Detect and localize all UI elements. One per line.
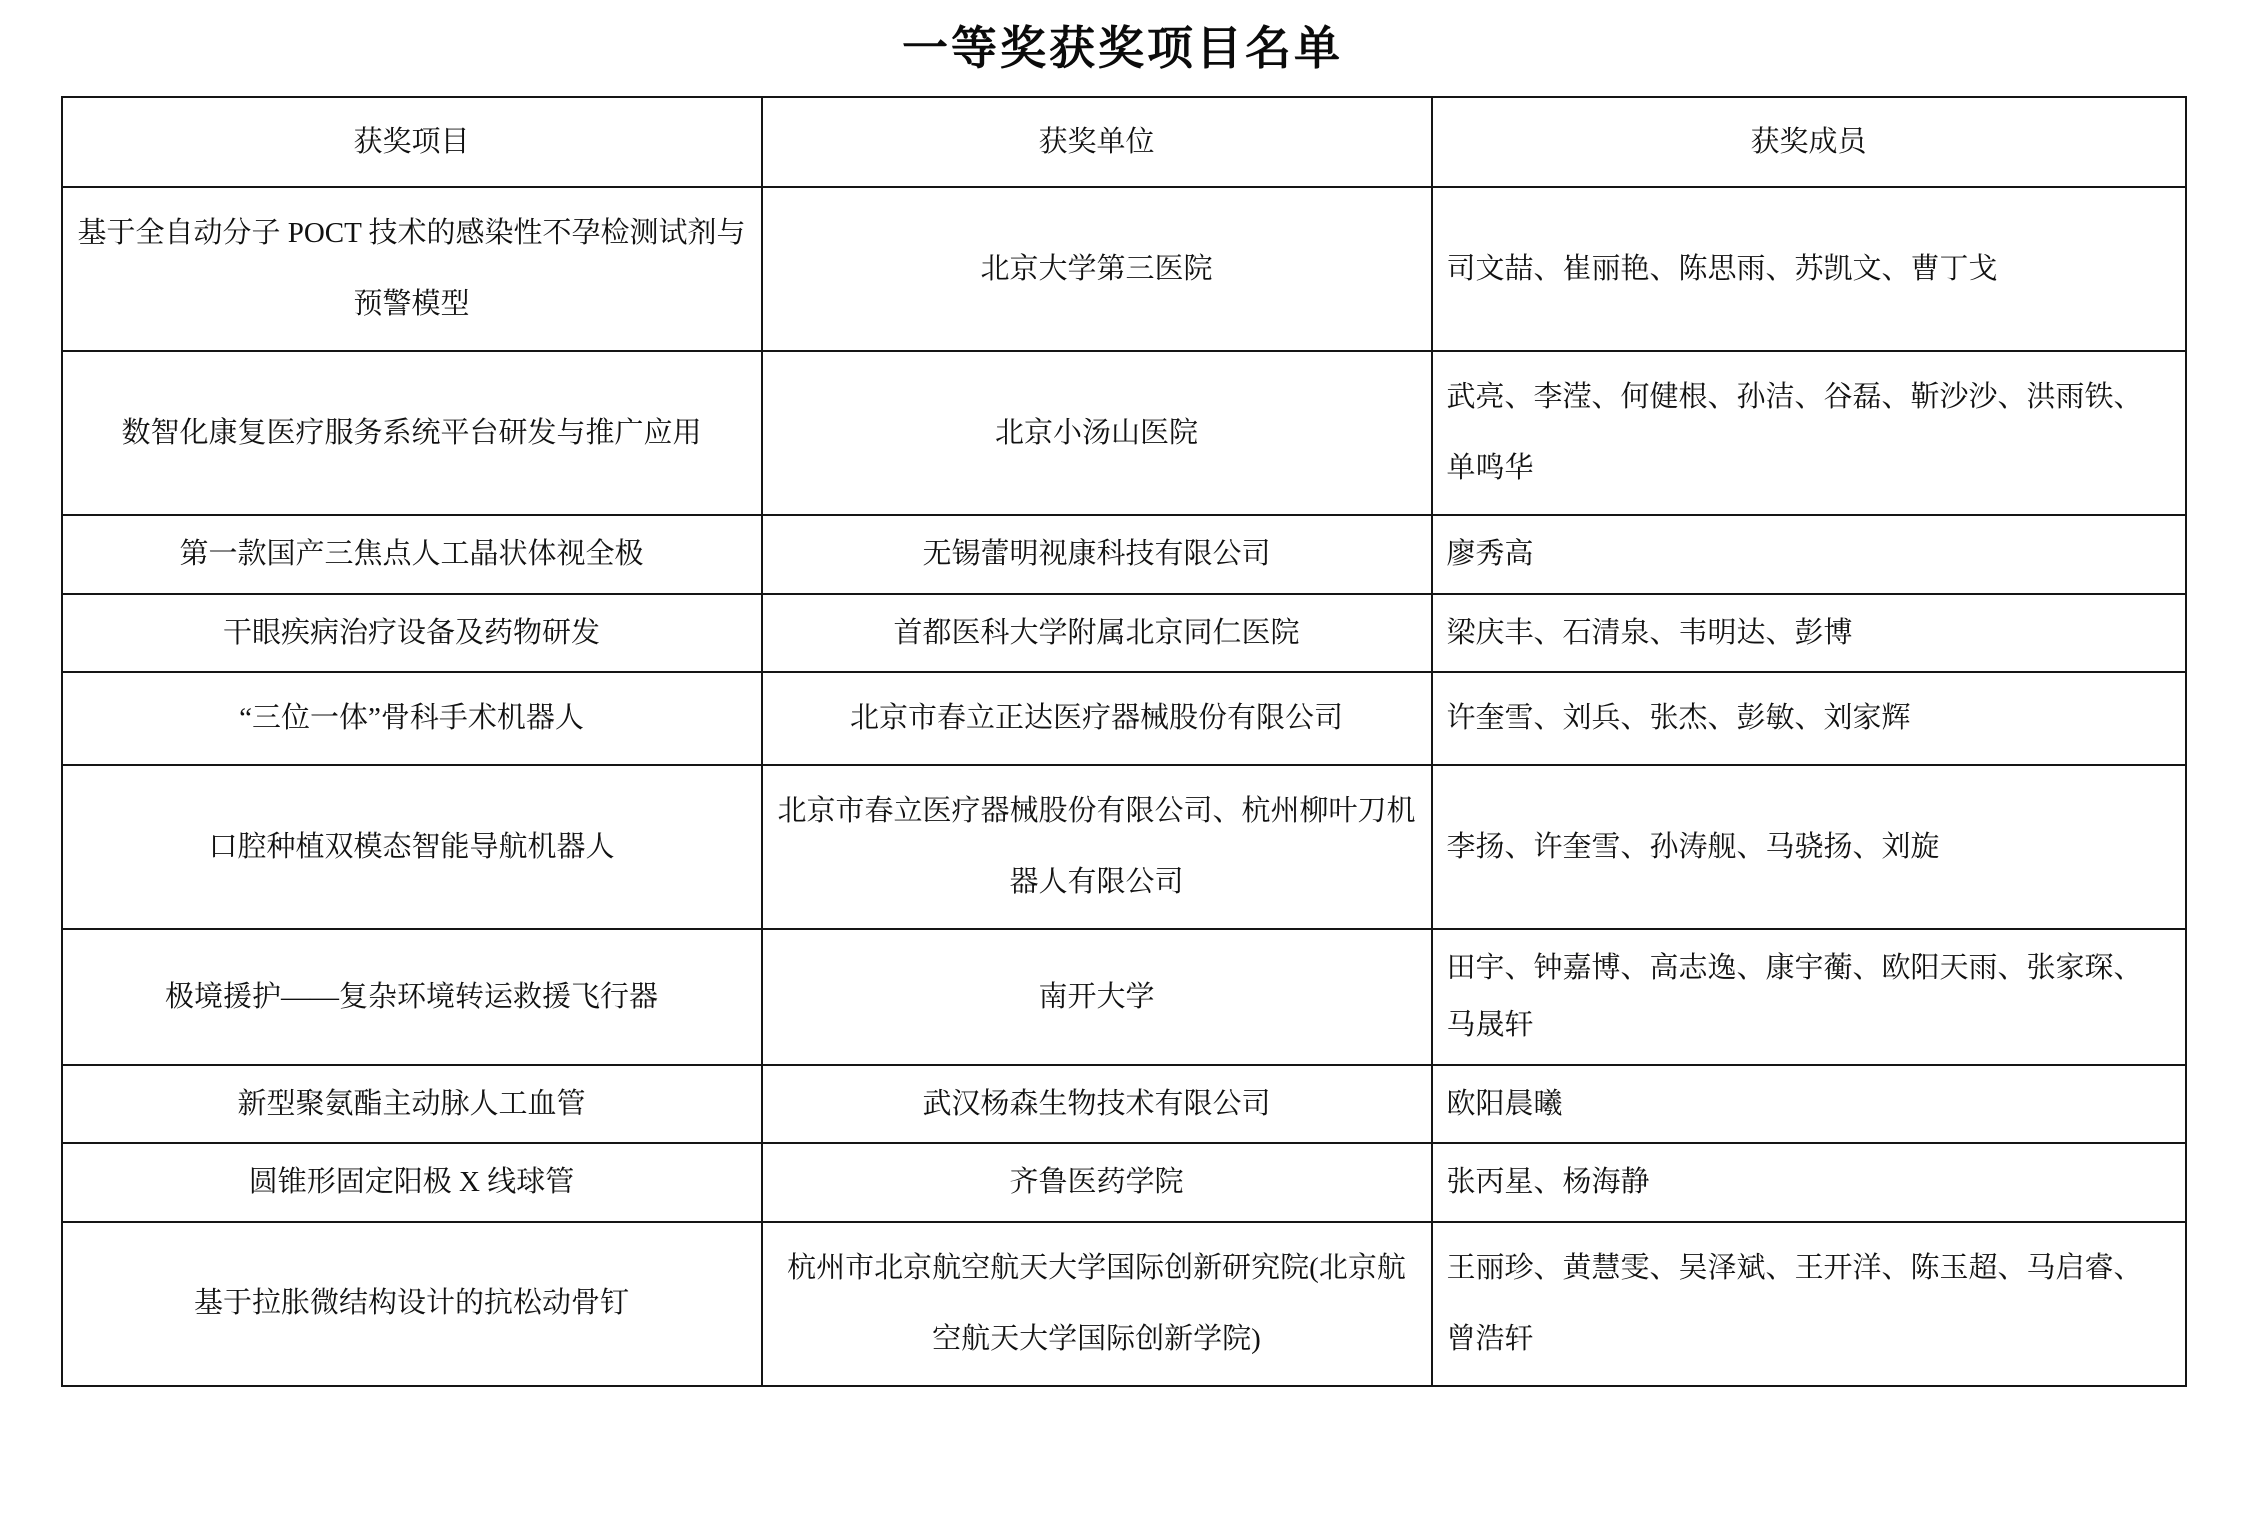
table-header: [62, 97, 2186, 187]
page-title: 一等奖获奖项目名单: [902, 23, 1343, 74]
table-row: [62, 594, 2186, 673]
cell-project-text: “三位一体”骨科手术机器人: [239, 702, 584, 735]
cell-members-text: 许奎雪、刘兵、张杰、彭敏、刘家辉: [1446, 702, 1911, 735]
cell-project: [62, 351, 762, 515]
table-row: [62, 1065, 2186, 1144]
cell-members-text: 张丙星、杨海静: [1446, 1166, 1650, 1199]
cell-members: [1432, 929, 2186, 1064]
table-row: [62, 351, 2186, 515]
cell-project-text: 口腔种植双模态智能导航机器人: [208, 830, 615, 863]
cell-members: [1432, 1143, 2186, 1222]
cell-members-text: 廖秀高: [1446, 538, 1534, 571]
cell-unit: [762, 187, 1432, 351]
cell-unit: [762, 351, 1432, 515]
cell-unit: [762, 515, 1432, 594]
cell-unit-text: 首都医科大学附属北京同仁医院: [893, 616, 1300, 649]
cell-unit-text: 无锡蕾明视康科技有限公司: [922, 538, 1271, 571]
cell-unit-text: 武汉杨森生物技术有限公司: [922, 1087, 1271, 1120]
cell-project: [62, 1143, 762, 1222]
cell-unit-text: 南开大学: [1038, 980, 1155, 1013]
cell-unit-text: 北京市春立医疗器械股份有限公司、杭州柳叶刀机器人有限公司: [777, 795, 1416, 899]
cell-members: [1432, 187, 2186, 351]
column-header-members: 获奖成员: [1432, 97, 2186, 187]
cell-unit: [762, 1065, 1432, 1144]
cell-members: [1432, 1065, 2186, 1144]
cell-project-text: 新型聚氨酯主动脉人工血管: [237, 1087, 586, 1120]
column-header-unit: 获奖单位: [762, 97, 1432, 187]
cell-members: [1432, 515, 2186, 594]
cell-project-text: 基于全自动分子 POCT 技术的感染性不孕检测试剂与预警模型: [77, 217, 746, 321]
cell-unit: [762, 672, 1432, 765]
cell-project: [62, 515, 762, 594]
cell-members: [1432, 351, 2186, 515]
cell-members: [1432, 594, 2186, 673]
award-table: [61, 96, 2187, 1387]
cell-members-text: 田宇、钟嘉博、高志逸、康宇蘅、欧阳天雨、张家琛、马晟轩: [1446, 952, 2143, 1041]
cell-members-text: 司文喆、崔丽艳、陈思雨、苏凯文、曹丁戈: [1446, 252, 1998, 285]
cell-project-text: 数智化康复医疗服务系统平台研发与推广应用: [121, 416, 702, 449]
cell-project-text: 第一款国产三焦点人工晶状体视全极: [179, 538, 644, 571]
cell-unit-text: 北京大学第三医院: [980, 252, 1213, 285]
table-row: [62, 765, 2186, 929]
cell-project: [62, 672, 762, 765]
cell-unit: [762, 1143, 1432, 1222]
cell-members-text: 欧阳晨曦: [1446, 1087, 1563, 1120]
cell-unit-text: 北京市春立正达医疗器械股份有限公司: [849, 702, 1343, 735]
cell-members-text: 梁庆丰、石清泉、韦明达、彭博: [1446, 616, 1853, 649]
table-body: [62, 187, 2186, 1386]
cell-members-text: 王丽珍、黄慧雯、吴泽斌、王开洋、陈玉超、马启睿、曾浩轩: [1446, 1251, 2143, 1355]
cell-project-text: 极境援护——复杂环境转运救援飞行器: [164, 980, 658, 1013]
cell-unit: [762, 594, 1432, 673]
cell-unit-text: 北京小汤山医院: [994, 416, 1198, 449]
cell-unit: [762, 929, 1432, 1064]
table-row: [62, 515, 2186, 594]
table-header-row: [62, 97, 2186, 187]
award-table-container: [61, 96, 2185, 1387]
cell-members: [1432, 1222, 2186, 1386]
cell-members: [1432, 765, 2186, 929]
cell-members-text: 武亮、李滢、何健根、孙洁、谷磊、靳沙沙、洪雨铁、单鸣华: [1446, 381, 2143, 485]
cell-project: [62, 594, 762, 673]
table-row: [62, 672, 2186, 765]
cell-members: [1432, 672, 2186, 765]
cell-project: [62, 187, 762, 351]
cell-unit: [762, 1222, 1432, 1386]
table-row: [62, 1143, 2186, 1222]
cell-unit: [762, 765, 1432, 929]
cell-project: [62, 1065, 762, 1144]
cell-project: [62, 765, 762, 929]
column-header-project: 获奖项目: [62, 97, 762, 187]
cell-unit-text: 杭州市北京航空航天大学国际创新研究院(北京航空航天大学国际创新学院): [787, 1251, 1406, 1355]
cell-project-text: 圆锥形固定阳极 X 线球管: [248, 1166, 575, 1199]
table-row: [62, 929, 2186, 1064]
cell-members-text: 李扬、许奎雪、孙涛舰、马骁扬、刘旋: [1446, 830, 1940, 863]
cell-project-text: 基于拉胀微结构设计的抗松动骨钉: [193, 1287, 629, 1320]
cell-project: [62, 1222, 762, 1386]
cell-unit-text: 齐鲁医药学院: [1009, 1166, 1184, 1199]
cell-project-text: 干眼疾病治疗设备及药物研发: [222, 616, 600, 649]
cell-project: [62, 929, 762, 1064]
table-row: [62, 187, 2186, 351]
table-row: [62, 1222, 2186, 1386]
